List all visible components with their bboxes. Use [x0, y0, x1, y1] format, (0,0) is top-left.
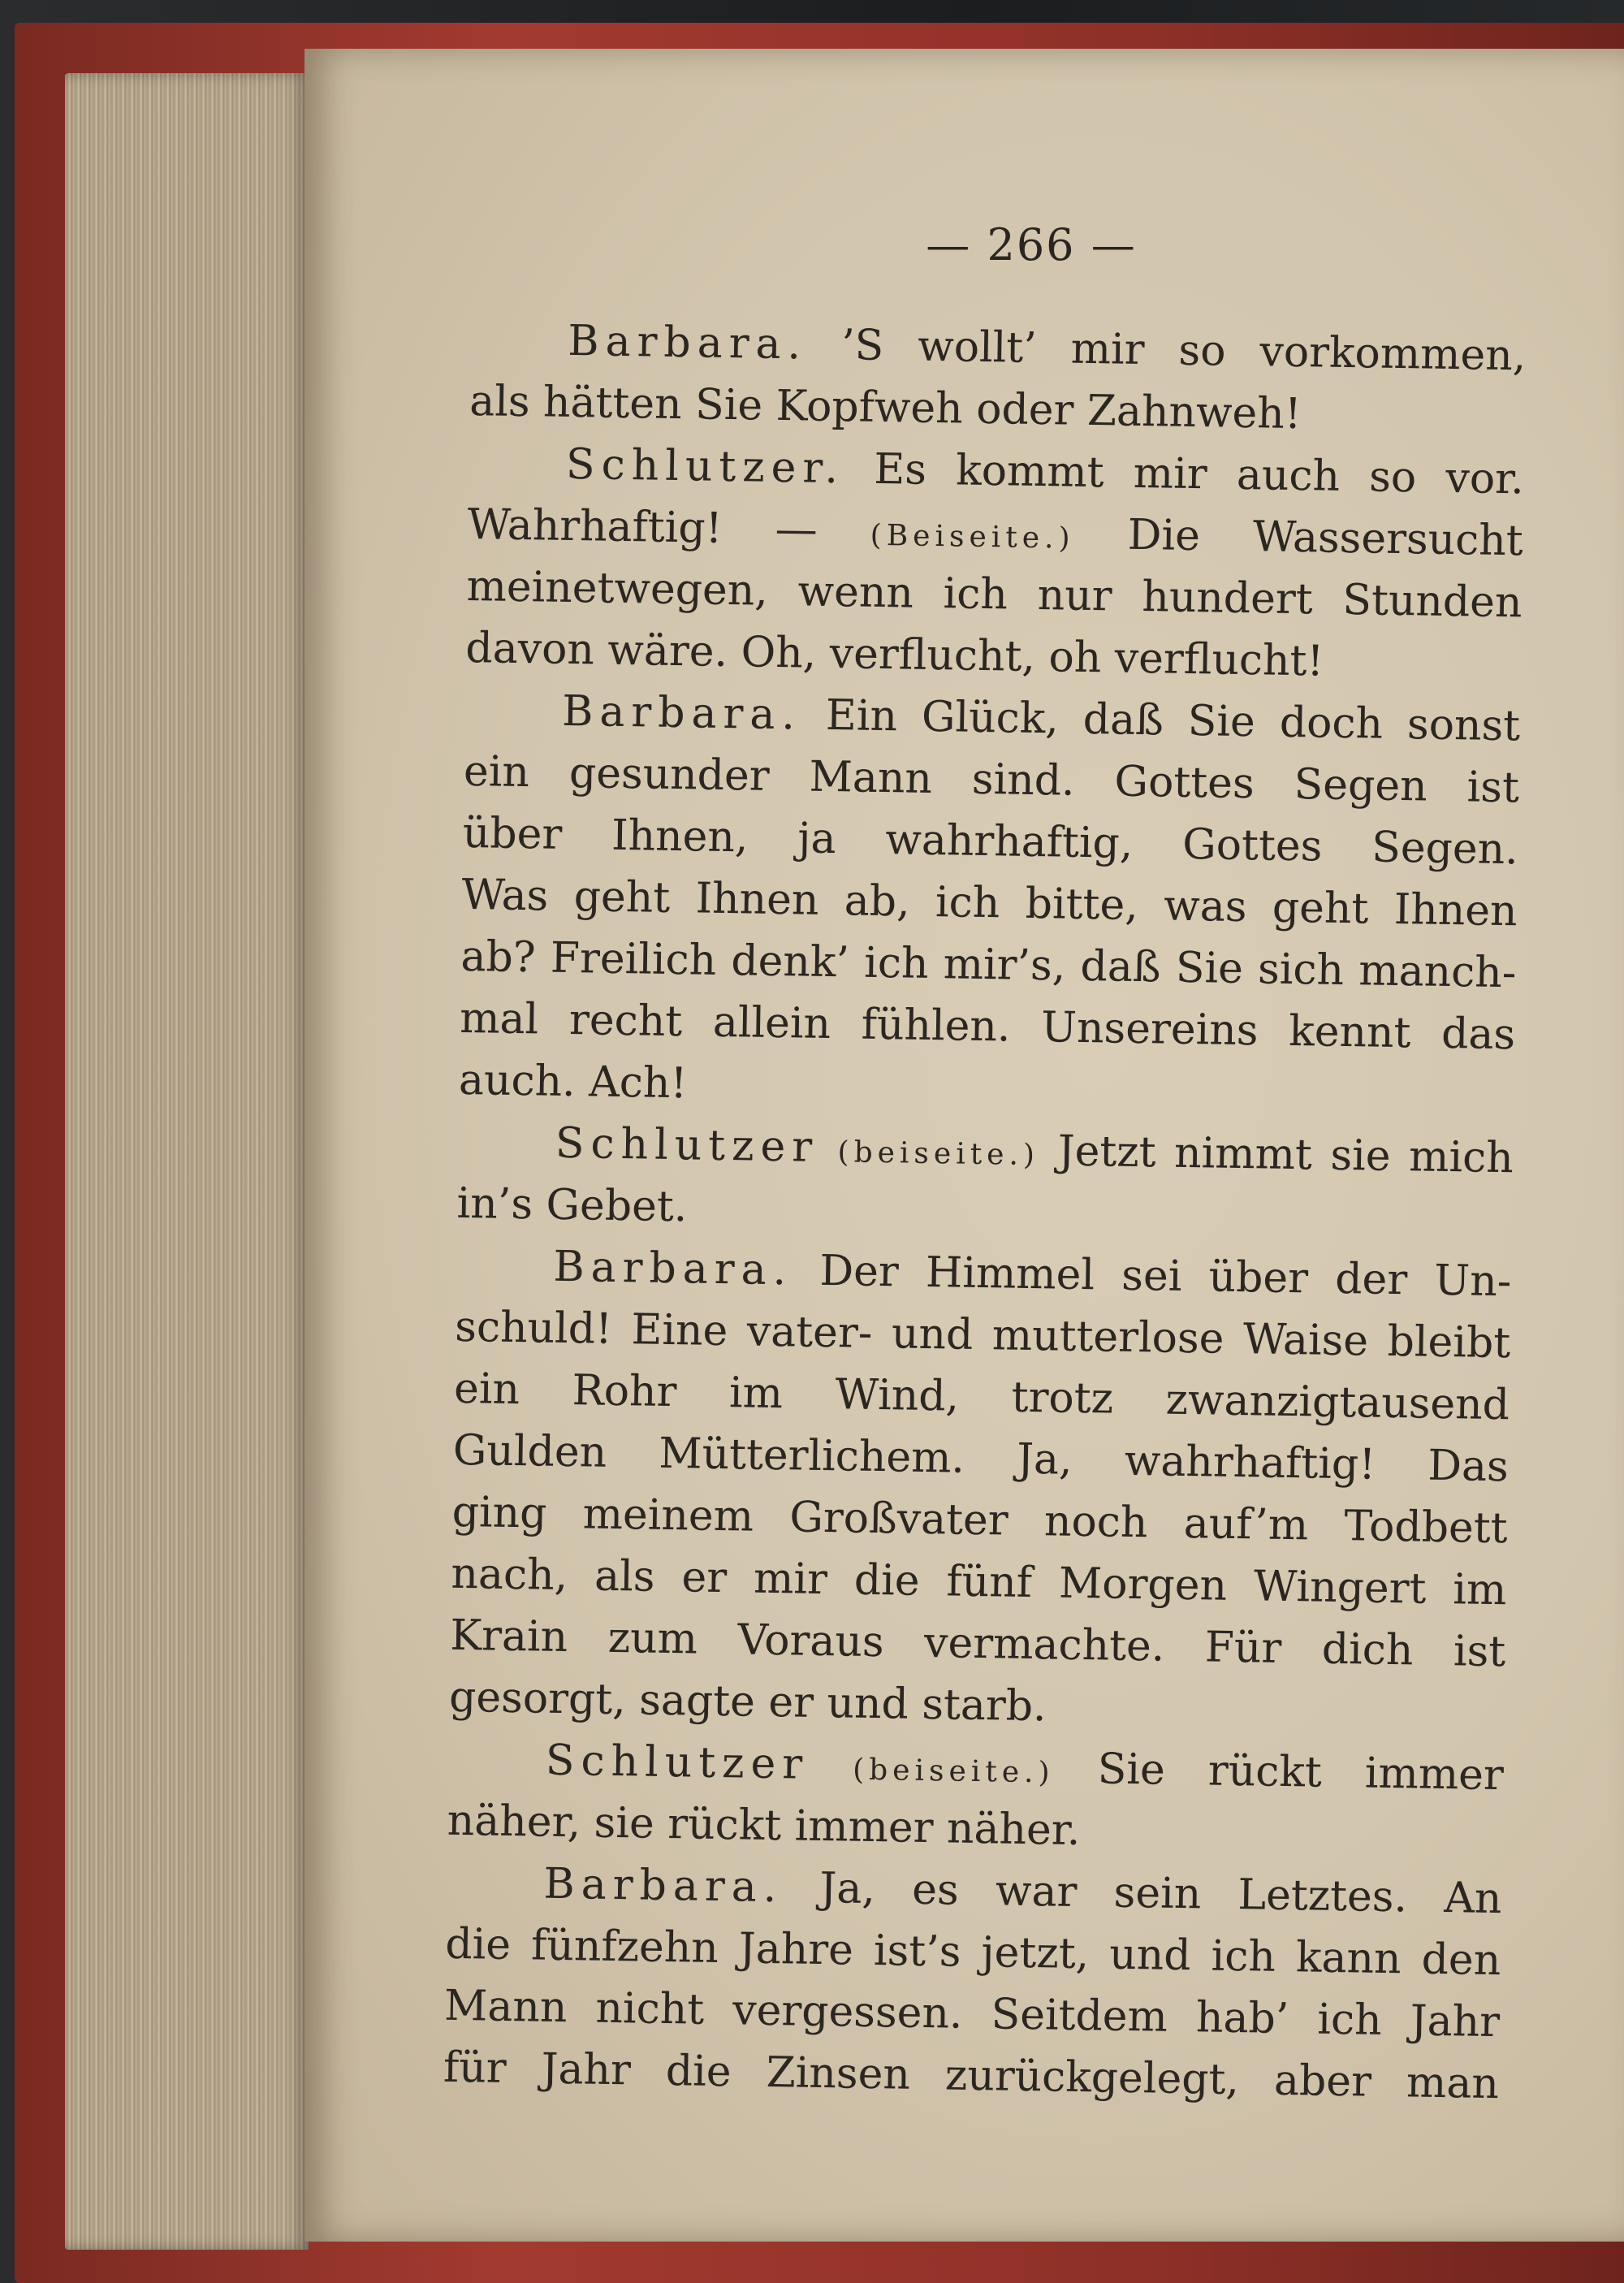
line-text: näher, sie rückt immer näher. [447, 1796, 1081, 1856]
line-text: ab? Freilich denk’ ich mir’s, daß Sie sich manch- [460, 932, 1517, 998]
stage-direction: (beiseite.) [808, 1752, 1055, 1790]
speaker-name: Barbara. [561, 686, 802, 740]
line-text: Es kommt mir auch so vor. [844, 444, 1525, 504]
stage-direction: (beiseite.) [818, 1135, 1040, 1173]
line-text: Ja, es war sein Letztes. An [782, 1863, 1502, 1924]
speaker-name: Barbara. [567, 316, 808, 370]
line-text: davon wäre. Oh, verflucht, oh verflucht! [464, 623, 1324, 686]
line-text: Ein Glück, daß Sie doch sonst [801, 690, 1521, 751]
speaker-name: Schlutzer [555, 1118, 819, 1172]
line-text: als hätten Sie Kopfweh oder Zahnweh! [469, 376, 1302, 439]
line-text: Gulden Mütterlichem. Ja, wahrhaftig! Das [452, 1425, 1510, 1492]
line-text: Wahrhaftig! — [467, 499, 871, 556]
line-text: die fünfzehn Jahre ist’s jetzt, und ich kann den [444, 1919, 1501, 1986]
page-edges [65, 73, 309, 2250]
line-text: ein gesunder Mann sind. Gottes Segen ist [463, 746, 1520, 813]
line-text: meinetwegen, wenn ich nur hundert Stunden [466, 561, 1522, 628]
line-text: Die Wassersucht [1074, 509, 1524, 566]
speaker-name: Barbara. [543, 1859, 784, 1913]
line-text: Was geht Ihnen ab, ich bitte, was geht Ihnen [461, 870, 1518, 936]
line-text: mal recht allein fühlen. Unsereins kennt das [459, 993, 1516, 1060]
line-text: Der Himmel sei über der Un- [792, 1246, 1512, 1307]
line-text: ging meinem Großvater noch auf’m Todbett [451, 1487, 1509, 1554]
page-text [443, 309, 1526, 2115]
line-text: schuld! Eine vater- und mutterlose Waise bleibt [454, 1302, 1511, 1369]
line-text: Sie rückt immer [1054, 1744, 1505, 1801]
speaker-name: Schlutzer. [565, 439, 845, 494]
line-text: für Jahr die Zinsen zurückgelegt, aber man [443, 2043, 1500, 2109]
line-text: ’S wollt’ mir so vorkommen, [806, 320, 1527, 381]
line-text: in’s Gebet. [456, 1178, 688, 1232]
line-text: gesorgt, sagte er und starb. [448, 1672, 1047, 1732]
line-text: Jetzt nimmt sie mich [1039, 1126, 1514, 1183]
line-text: nach, als er mir die fünf Morgen Wingert im [451, 1549, 1507, 1615]
line-text: über Ihnen, ja wahrhaftig, Gottes Segen. [462, 808, 1519, 875]
line-text: Krain zum Voraus vermachte. Für dich ist [449, 1611, 1506, 1677]
page-number: — 266 — [926, 219, 1137, 270]
line-text: ein Rohr im Wind, trotz zwanzigtausend [453, 1364, 1510, 1430]
speaker-name: Barbara. [553, 1242, 793, 1295]
line-text: Mann nicht vergessen. Seitdem hab’ ich Jahr [443, 1981, 1501, 2047]
speaker-name: Schlutzer [545, 1736, 810, 1789]
line-text: auch. Ach! [458, 1055, 688, 1109]
stage-direction: (Beiseite.) [870, 518, 1075, 556]
